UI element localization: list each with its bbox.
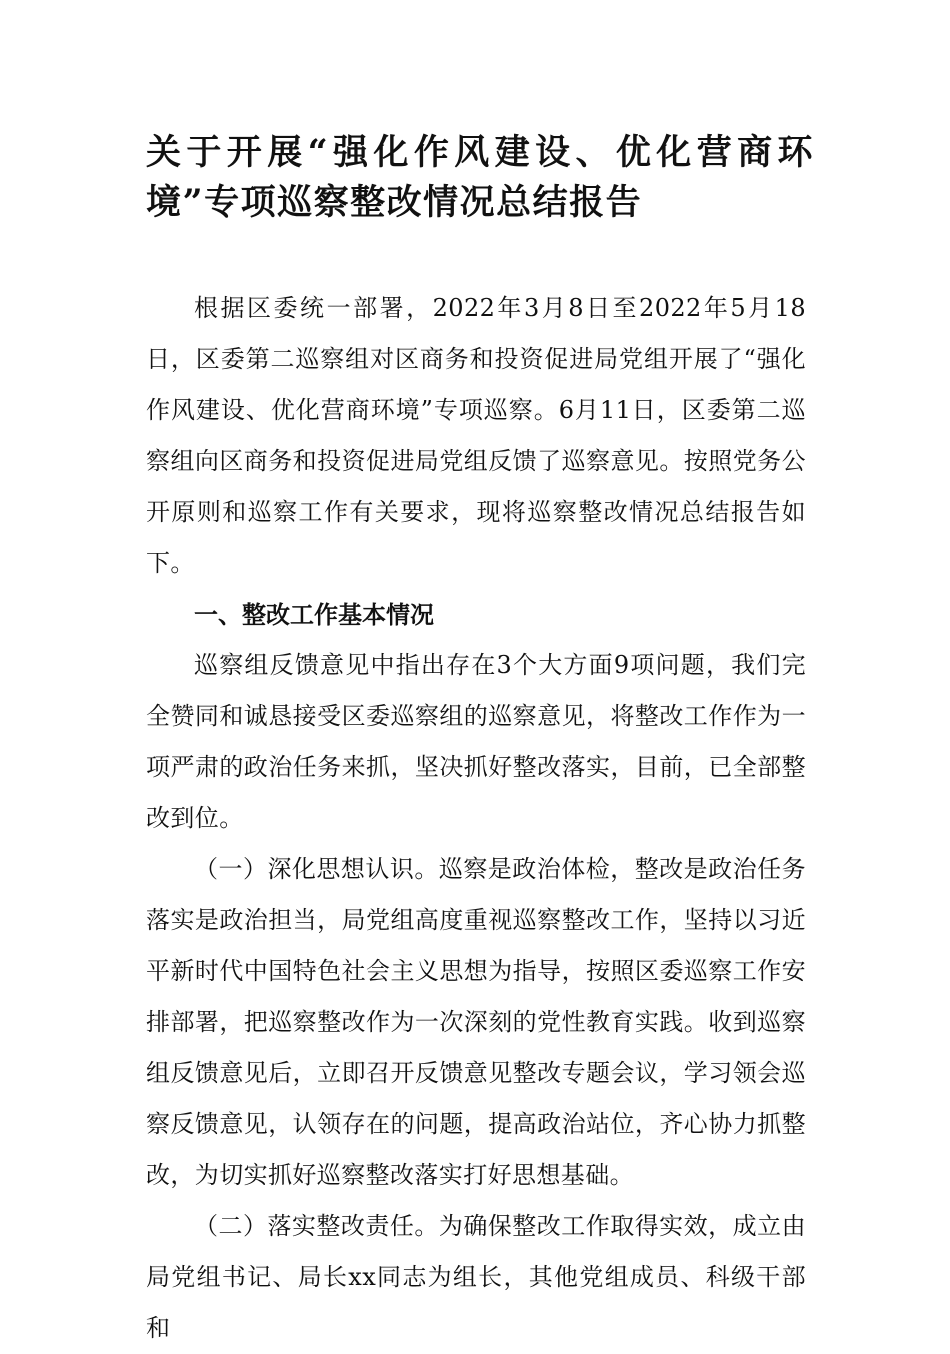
section-heading: 一、整改工作基本情况 (194, 600, 434, 629)
thinking-paragraph: （一）深化思想认识。巡察是政治体检，整改是政治任务落实是政治担当，局党组高度重视巡察整改工作，坚持以习近平新时代中国特色社会主义思想为指导，按照区委巡察工作安排部署，把巡察整改作为一次深刻的党性教育实践。收到巡察组反馈意见后，立即召开反馈意见整改专题会议，学习领会巡察反馈意见，认领存在的问题，提高政治站位，齐心协力抓整改，为切实抓好巡察整改落实打好思想基础。 (146, 855, 806, 1189)
overview-paragraph: 巡察组反馈意见中指出存在3个大方面9项问题，我们完全赞同和诚恳接受区委巡察组的巡察意见，将整改工作作为一项严肃的政治任务来抓，坚决抓好整改落实，目前，已全部整改到位。 (146, 651, 806, 832)
document-body (146, 283, 806, 1354)
document-title: 关于开展“强化作风建设、优化营商环境”专项巡察整改情况总结报告 (146, 132, 814, 223)
responsibility-paragraph: （二）落实整改责任。为确保整改工作取得实效，成立由局党组书记、局长xx同志为组长，其他党组成员、科级干部和 (146, 1212, 806, 1342)
intro-paragraph: 根据区委统一部署，2022年3月8日至2022年5月18日，区委第二巡察组对区商务和投资促进局党组开展了“强化作风建设、优化营商环境”专项巡察。6月11日，区委第二巡察组向区商务和投资促进局党组反馈了巡察意见。按照党务公开原则和巡察工作有关要求，现将巡察整改情况总结报告如下。 (146, 294, 806, 577)
